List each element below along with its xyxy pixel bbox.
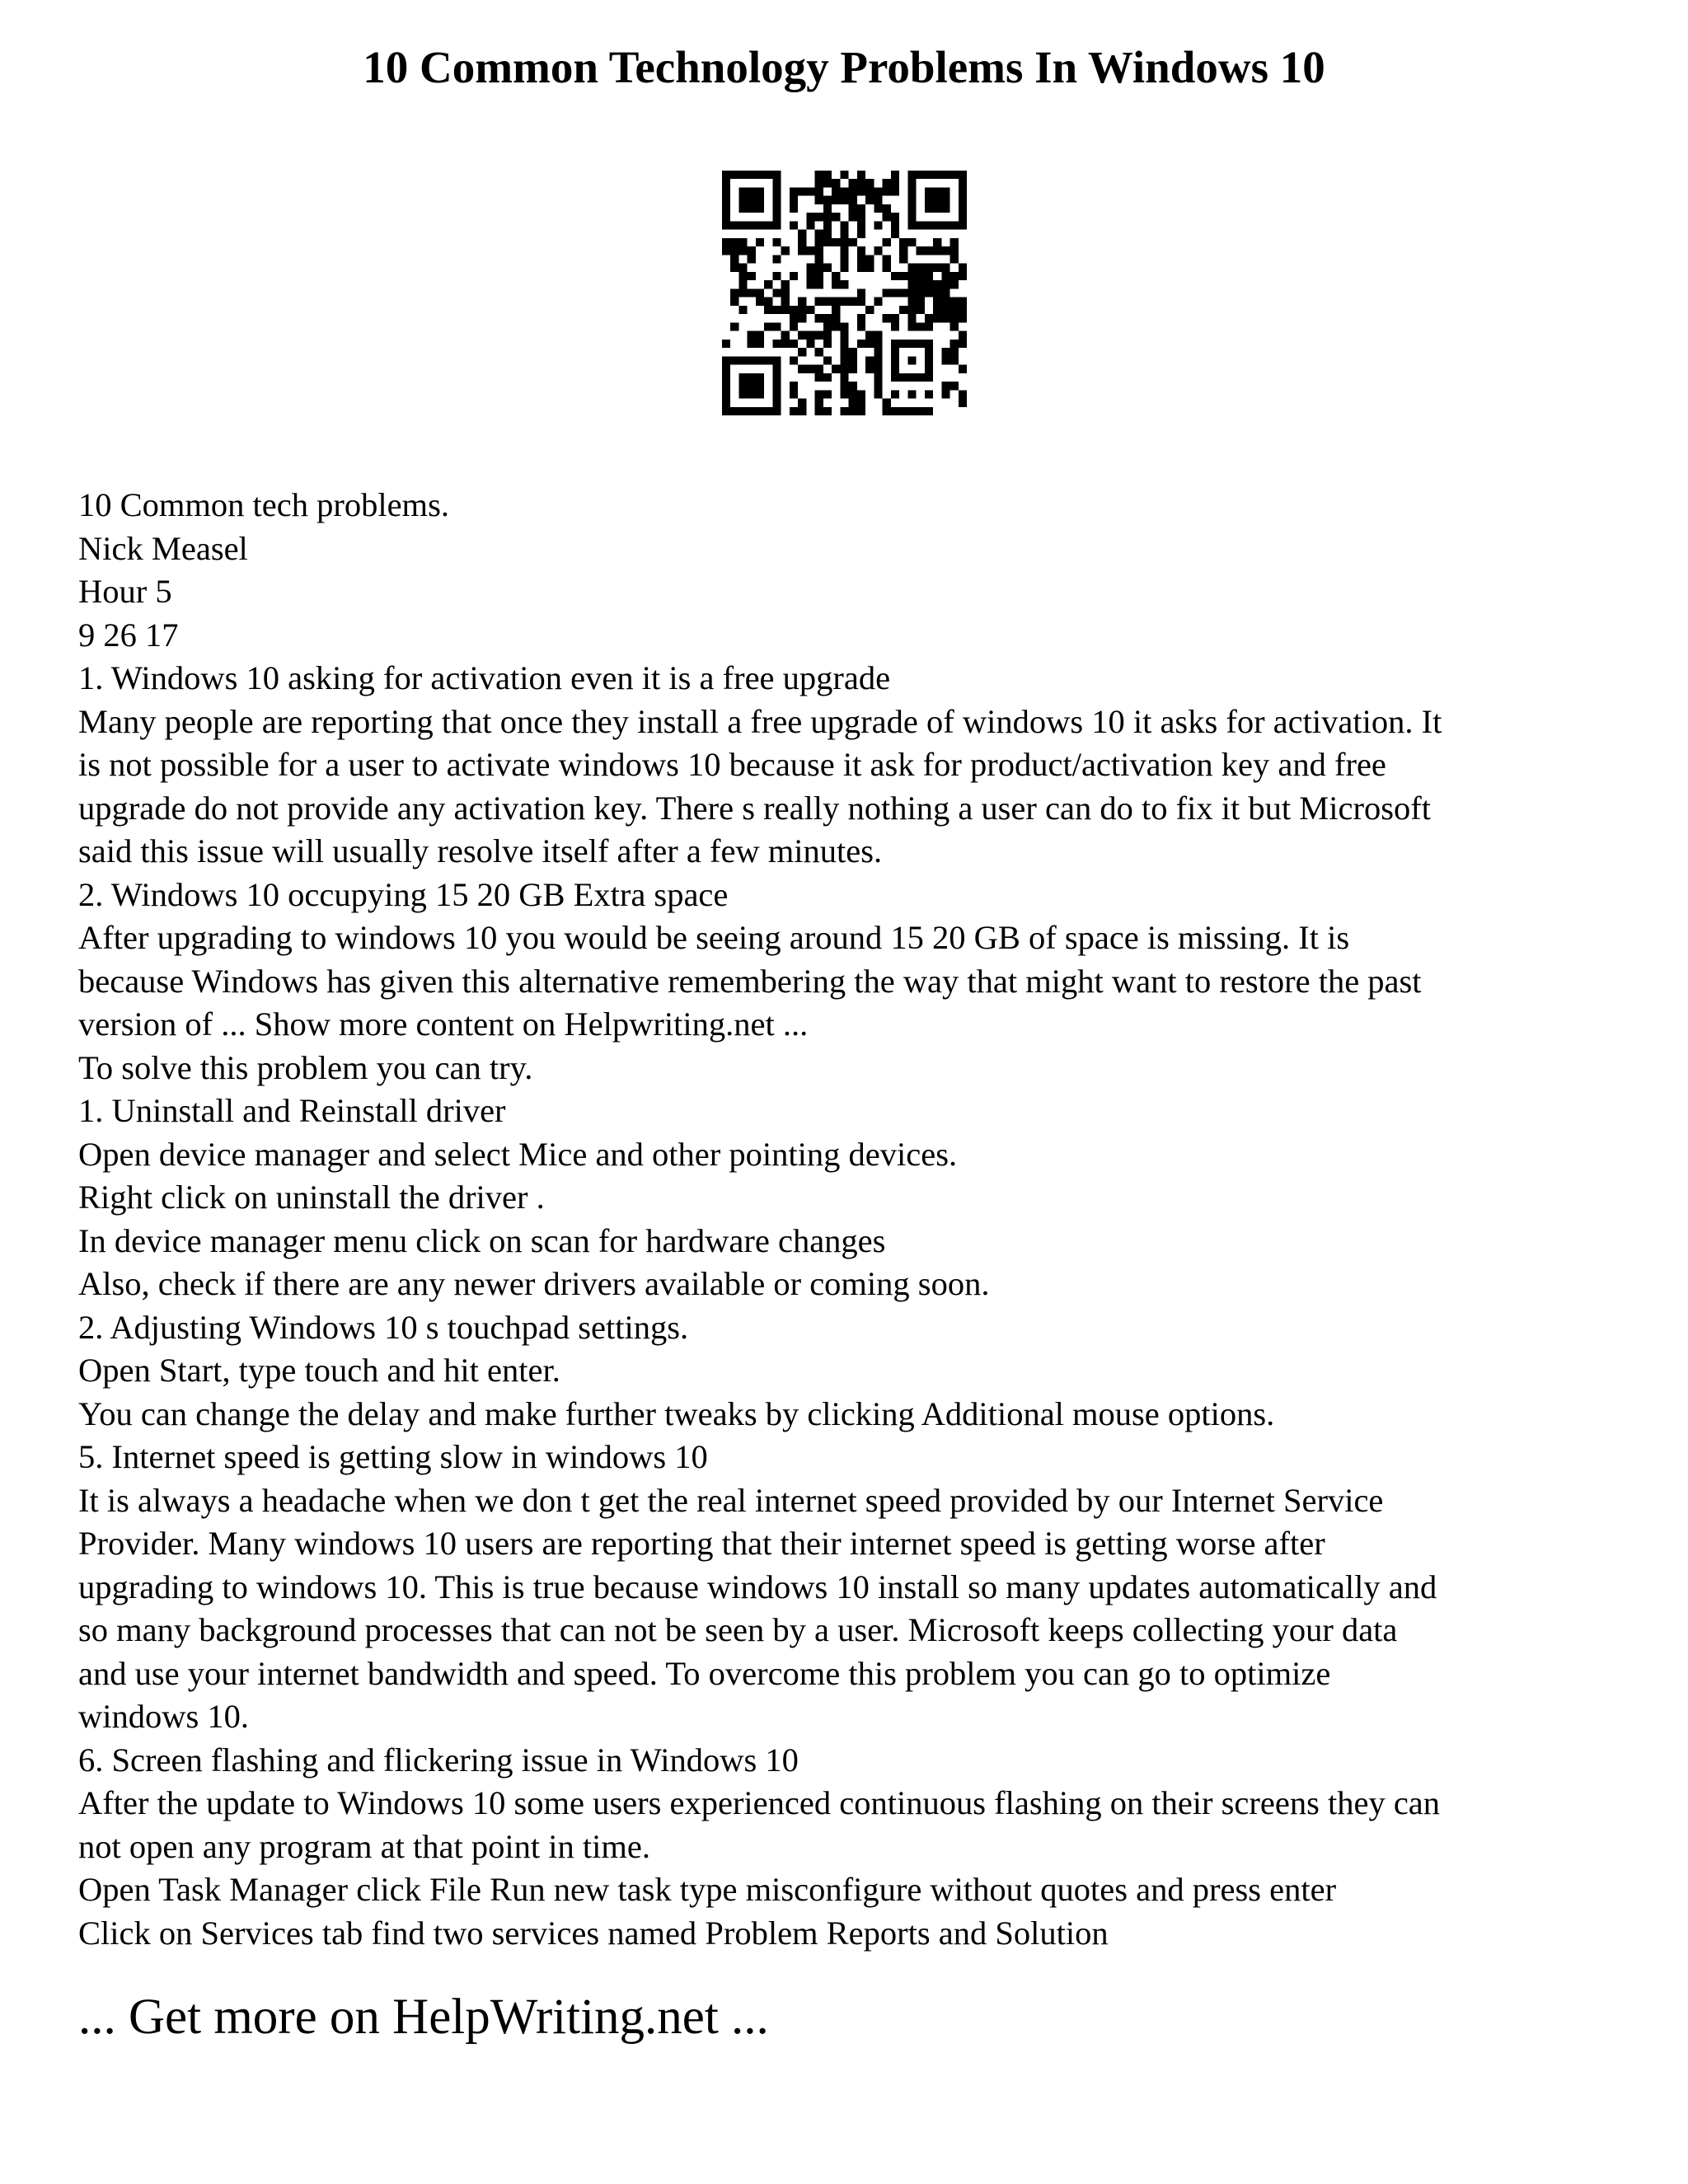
body-line: is not possible for a user to activate windows 10 because it ask for product/activation key and free (78, 746, 1386, 783)
body-line: Provider. Many windows 10 users are reporting that their internet speed is getting worse after (78, 1525, 1325, 1562)
body-line: Right click on uninstall the driver . (78, 1179, 545, 1216)
body-line: windows 10. (78, 1698, 250, 1735)
body-line: so many background processes that can not be seen by a user. Microsoft keeps collecting your data (78, 1611, 1398, 1648)
body-line: Hour 5 (78, 573, 172, 610)
body-line: because Windows has given this alternative remembering the way that might want to restore the past (78, 962, 1422, 1000)
body-line: It is always a headache when we don t get the real internet speed provided by our Internet Service (78, 1481, 1384, 1519)
body-line: 1. Uninstall and Reinstall driver (78, 1092, 506, 1129)
body-line: 2. Windows 10 occupying 15 20 GB Extra space (78, 875, 729, 913)
body-line: said this issue will usually resolve itself after a few minutes. (78, 832, 883, 869)
author-line: Nick Measel (78, 529, 248, 567)
body-line: In device manager menu click on scan for hardware changes (78, 1221, 886, 1259)
qr-code-graphic (722, 171, 967, 415)
body-line: 1. Windows 10 asking for activation even it is a free upgrade (78, 659, 891, 696)
body-line: Click on Services tab find two services named Problem Reports and Solution (78, 1914, 1109, 1952)
body-line: upgrade do not provide any activation key. There s really nothing a user can do to fix it but Microsoft (78, 789, 1431, 827)
body-line: upgrading to windows 10. This is true because windows 10 install so many updates automatically and (78, 1568, 1437, 1605)
page-title: 10 Common Technology Problems In Windows 10 (363, 42, 1325, 92)
body-line: Open device manager and select Mice and other pointing devices. (78, 1135, 958, 1173)
body-line: 5. Internet speed is getting slow in windows 10 (78, 1438, 708, 1475)
get-more-link[interactable]: ... Get more on HelpWriting.net ... (78, 1990, 769, 2045)
body-line: and use your internet bandwidth and speed. To overcome this problem you can go to optimize (78, 1654, 1331, 1692)
body-line: not open any program at that point in time. (78, 1827, 650, 1865)
body-line: After upgrading to windows 10 you would be seeing around 15 20 GB of space is missing. It is (78, 919, 1350, 956)
body-line: 2. Adjusting Windows 10 s touchpad settings. (78, 1308, 689, 1346)
body-line: version of ... Show more content on Helpwriting.net ... (78, 1005, 809, 1043)
body-line: After the update to Windows 10 some users experienced continuous flashing on their screens they can (78, 1784, 1441, 1821)
body-line: Open Start, type touch and hit enter. (78, 1352, 560, 1389)
date-line: 9 26 17 (78, 616, 179, 654)
body-line: To solve this problem you can try. (78, 1048, 533, 1086)
body-line: 10 Common tech problems. (78, 486, 449, 523)
body-line: Also, check if there are any newer drivers available or coming soon. (78, 1265, 990, 1302)
document-body (78, 484, 1628, 1955)
body-line: 6. Screen flashing and flickering issue in Windows 10 (78, 1741, 799, 1779)
body-line: Open Task Manager click File Run new task type misconfigure without quotes and press enter (78, 1871, 1337, 1908)
body-line: You can change the delay and make further tweaks by clicking Additional mouse options. (78, 1394, 1275, 1432)
body-line: Many people are reporting that once they install a free upgrade of windows 10 it asks for activation. It (78, 702, 1442, 740)
qr-code-icon[interactable] (722, 171, 967, 415)
